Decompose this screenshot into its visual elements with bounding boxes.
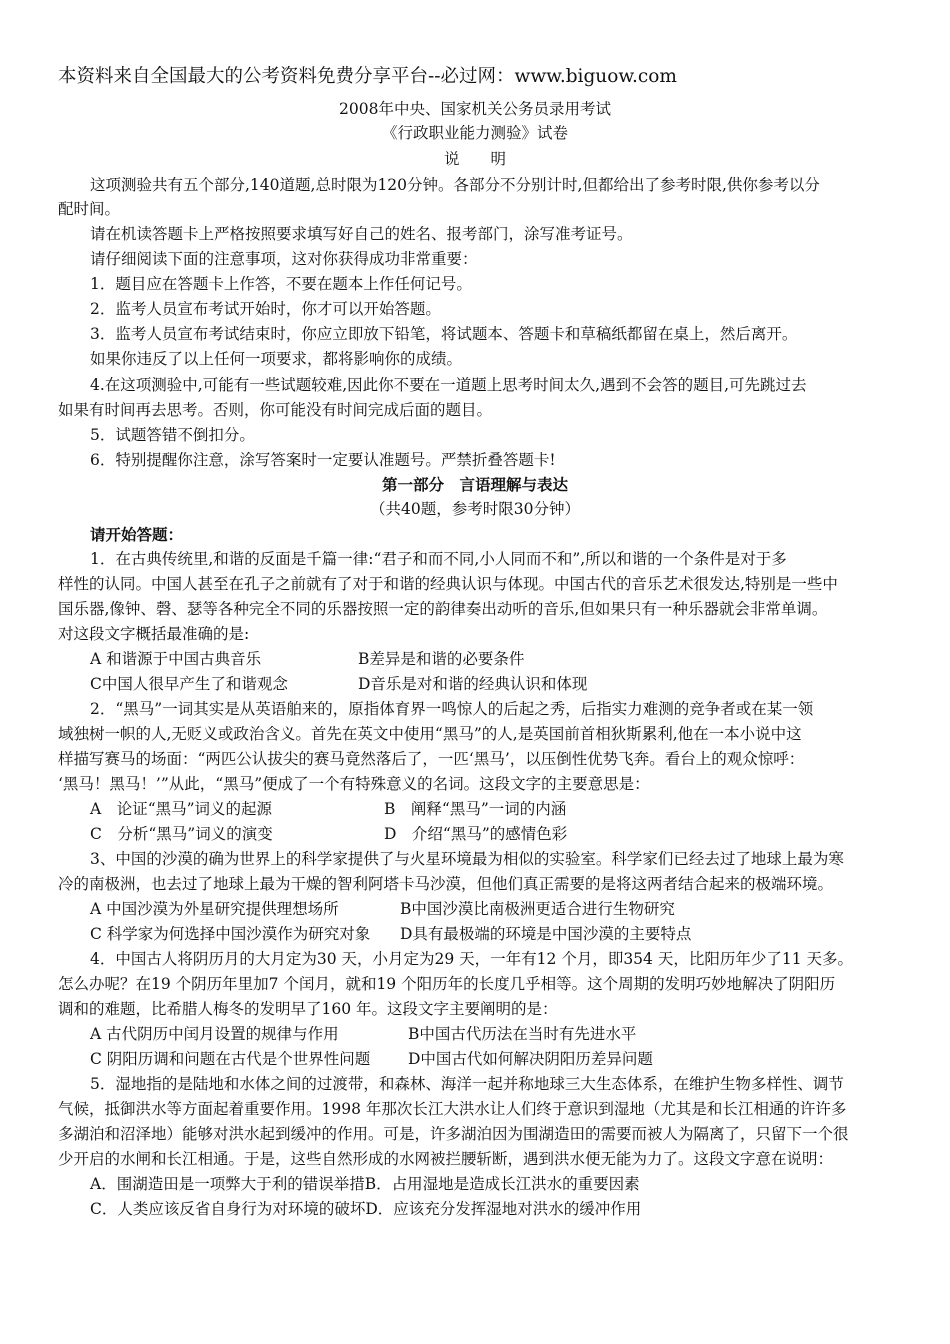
- instruction-paragraph: 配时间。: [58, 200, 121, 218]
- notice-item: 3．监考人员宣布考试结束时，你应立即放下铅笔，将试题本、答题卡和草稿纸都留在桌上，然后离开。: [90, 325, 798, 343]
- section-heading: 说 明: [443, 150, 506, 168]
- answer-option: C 分析“黑马”词义的演变: [90, 825, 273, 843]
- question-text: 少开启的水闸和长江相通。于是，这些自然形成的水网被拦腰斩断，遇到洪水便无能为力了。这段文字意在说明：: [58, 1150, 834, 1168]
- notice-item: 1．题目应在答题卡上作答，不要在题本上作任何记号。: [90, 275, 472, 293]
- instruction-paragraph: 请在机读答题卡上严格按照要求填写好自己的姓名、报考部门，涂写准考证号。: [90, 225, 633, 243]
- question-text: 国乐器,像钟、磬、瑟等各种完全不同的乐器按照一定的韵律奏出动听的音乐,但如果只有一种乐器就会非常单调。: [58, 600, 828, 618]
- notice-item: 2．监考人员宣布考试开始时，你才可以开始答题。: [90, 300, 441, 318]
- answer-option: A．围湖造田是一项弊大于利的错误举措B．占用湿地是造成长江洪水的重要因素: [90, 1175, 640, 1193]
- answer-option: A 中国沙漠为外星研究提供理想场所: [90, 900, 339, 918]
- answer-option: C 阴阳历调和问题在古代是个世界性问题: [90, 1050, 371, 1068]
- answer-option: C中国人很早产生了和谐观念: [90, 675, 288, 693]
- answer-option: A 古代阴历中闰月设置的规律与作用: [90, 1025, 339, 1043]
- answer-option: D音乐是对和谐的经典认识和体现: [358, 675, 588, 693]
- question-text: 气候，抵御洪水等方面起着重要作用。1998 年那次长江大洪水让人们终于意识到湿地（尤其是和长江相通的许许多: [58, 1100, 847, 1118]
- question-text: 样描写赛马的场面：“两匹公认拔尖的赛马竟然落后了，一匹‘黑马’，以压倒性优势飞奔。看台上的观众惊呼：: [58, 750, 805, 768]
- answer-option: B中国沙漠比南极洲更适合进行生物研究: [400, 900, 675, 918]
- exam-subtitle: 《行政职业能力测验》试卷: [381, 124, 568, 142]
- answer-option: B差异是和谐的必要条件: [358, 650, 525, 668]
- question-text: 4．中国古人将阴历月的大月定为30 天，小月定为29 天，一年有12 个月，即354 天，比阳历年少了11 天多。: [90, 950, 853, 968]
- question-text: 3、中国的沙漠的确为世界上的科学家提供了与火星环境最为相似的实验室。科学家们已经去过了地球上最为寒: [90, 850, 844, 868]
- answer-option: C．人类应该反省自身行为对环境的破坏D．应该充分发挥湿地对洪水的缓冲作用: [90, 1200, 642, 1218]
- answer-option: B中国古代历法在当时有先进水平: [408, 1025, 637, 1043]
- instruction-paragraph: 请仔细阅读下面的注意事项，这对你获得成功非常重要：: [90, 250, 478, 268]
- answer-option: A 和谐源于中国古典音乐: [90, 650, 262, 668]
- answer-option: D中国古代如何解决阴阳历差异问题: [408, 1050, 653, 1068]
- answer-option: D具有最极端的环境是中国沙漠的主要特点: [400, 925, 692, 943]
- instruction-paragraph: 这项测验共有五个部分,140道题,总时限为120分钟。各部分不分别计时,但都给出了参考时限,供你参考以分: [90, 176, 820, 194]
- notice-item: 如果有时间再去思考。否则，你可能没有时间完成后面的题目。: [58, 401, 493, 419]
- answer-option: A 论证“黑马”词义的起源: [90, 800, 273, 818]
- notice-item: 如果你违反了以上任何一项要求，都将影响你的成绩。: [90, 350, 463, 368]
- question-text: 1．在古典传统里,和谐的反面是千篇一律:“君子和而不同,小人同而不和”,所以和谐的一个条件是对于多: [90, 550, 787, 568]
- source-banner: 本资料来自全国最大的公考资料免费分享平台--必过网：www.biguow.com: [58, 66, 677, 87]
- question-text: 冷的南极洲，也去过了地球上最为干燥的智利阿塔卡马沙漠，但他们真正需要的是将这两者结合起来的极端环境。: [58, 875, 834, 893]
- question-text: 2．“黑马”一词其实是从英语舶来的，原指体育界一鸣惊人的后起之秀，后指实力难测的竞争者或在某一领: [90, 700, 814, 718]
- notice-item: 4.在这项测验中,可能有一些试题较难,因此你不要在一道题上思考时间太久,遇到不会答的题目,可先跳过去: [90, 376, 807, 394]
- question-text: 域独树一帜的人,无贬义或政治含义。首先在英文中使用“黑马”的人,是英国前首相狄斯累利,他在一本小说中这: [58, 725, 802, 743]
- exam-title: 2008年中央、国家机关公务员录用考试: [339, 100, 611, 118]
- start-prompt: 请开始答题：: [90, 525, 184, 544]
- question-text: 怎么办呢？在19 个阴历年里加7 个闰月，就和19 个阳历年的长度几乎相等。这个周期的发明巧妙地解决了阴阳历: [58, 975, 836, 993]
- notice-item: 5．试题答错不倒扣分。: [90, 426, 255, 444]
- part-title: 第一部分 言语理解与表达: [381, 475, 568, 494]
- answer-option: D 介绍“黑马”的感情色彩: [384, 825, 568, 843]
- question-text: 调和的难题，比希腊人梅冬的发明早了160 年。这段文字主要阐明的是：: [58, 1000, 558, 1018]
- answer-option: C 科学家为何选择中国沙漠作为研究对象: [90, 925, 371, 943]
- part-note: （共40题，参考时限30分钟）: [370, 500, 580, 518]
- question-text: 对这段文字概括最准确的是:: [58, 625, 250, 643]
- answer-option: B 阐释“黑马”一词的内涵: [384, 800, 567, 818]
- notice-item: 6．特别提醒你注意，涂写答案时一定要认准题号。严禁折叠答题卡!: [90, 451, 556, 469]
- question-text: ‘黑马！黑马！’”从此，“黑马”便成了一个有特殊意义的名词。这段文字的主要意思是：: [58, 775, 650, 793]
- question-text: 5．湿地指的是陆地和水体之间的过渡带，和森林、海洋一起并称地球三大生态体系，在维护生物多样性、调节: [90, 1075, 844, 1093]
- question-text: 多湖泊和沼泽地）能够对洪水起到缓冲的作用。可是，许多湖泊因为围湖造田的需要而被人为隔离了，只留下一个很: [58, 1125, 849, 1143]
- question-text: 样性的认同。中国人甚至在孔子之前就有了对于和谐的经典认识与体现。中国古代的音乐艺术很发达,特别是一些中: [58, 575, 838, 593]
